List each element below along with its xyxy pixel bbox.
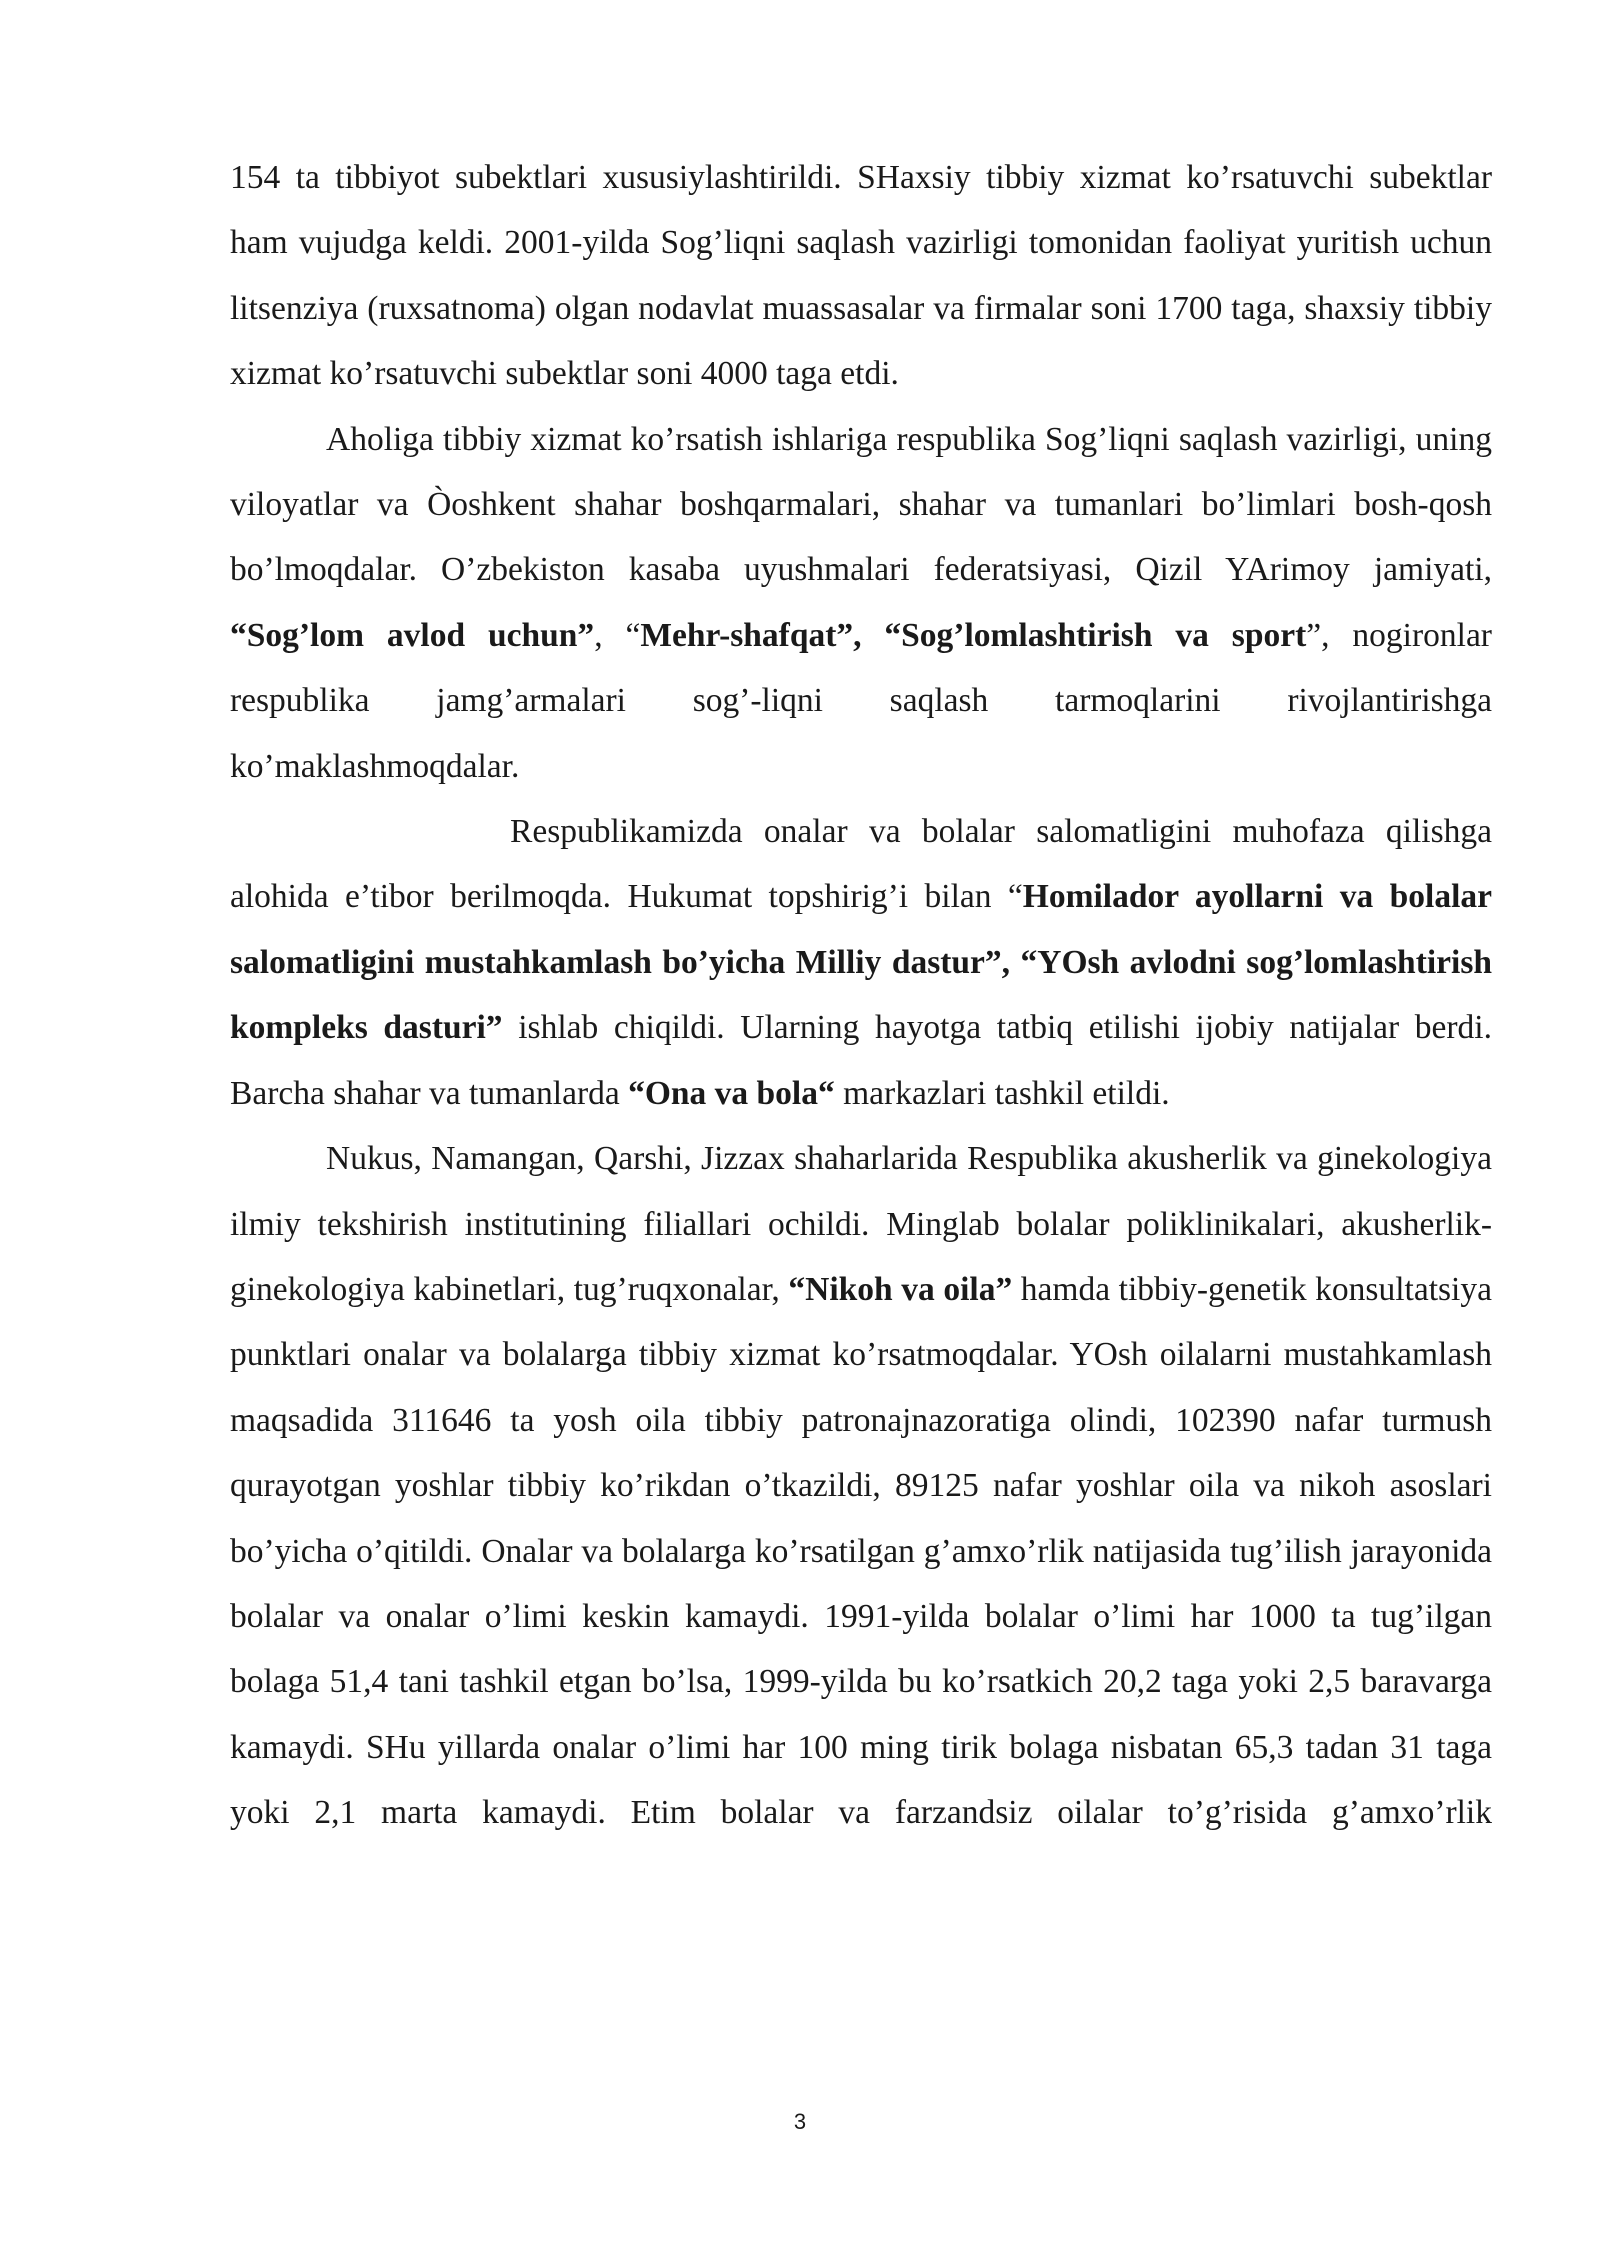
paragraph-3-bold-1: Homilador ayollarni va bolalar salomatligini mustahkamlash bo’yicha Milliy dastur”, “YOsh avlodni sog’lomlashtirish kompleks dasturi” (230, 878, 1493, 1047)
paragraph-2-text-1: Aholiga tibbiy xizmat ko’rsatish ishlariga respublika Sog’liqni saqlash vazirligi, uning viloyatlar va Òoshkent shahar boshqarmalari, shahar va tumanlari bo’limlari bosh-qosh bo’lmoqdalar. O’zbekiston kasaba uyushmalari federatsiyasi, Qizil YArimoy jamiyati, (230, 420, 1492, 589)
paragraph-3-text-2: ishlab chiqildi. Ularning hayotga tatbiq etilishi ijobiy natijalar berdi. Barcha shahar va tumanlarda (230, 1009, 1492, 1112)
paragraph-2-text-2: , “ (594, 616, 641, 654)
page-number: 3 (793, 2109, 807, 2134)
paragraph-2-text-3: ”, nogironlar respublika jamg’armalari sog’-liqni saqlash tarmoqlarini rivojlantirishga ko’maklashmoqdalar. (230, 616, 1492, 785)
paragraph-3-bold-2: “Ona va bola“ (628, 1074, 835, 1112)
paragraph-2-bold-2: Mehr-shafqat”, “Sog’lomlashtirish va sport (640, 616, 1307, 654)
paragraph-4-bold-1: “Nikoh va oila” (788, 1270, 1013, 1308)
paragraph-3-text-1: Respublikamizda onalar va bolalar salomatligini muhofaza qilishga alohida e’tibor berilmoqda. Hukumat topshirig’i bilan “ (230, 813, 1492, 916)
paragraph-3-text-3: markazlari tashkil etildi. (834, 1074, 1170, 1112)
paragraph-2-bold-1: “Sog’lom avlod uchun” (230, 616, 595, 654)
body-text (230, 145, 1492, 1846)
paragraph-4-text-1: Nukus, Namangan, Qarshi, Jizzax shaharlarida Respublika akusherlik va ginekologiya ilmiy tekshirish institutining filiallari ochildi. Minglab bolalar poliklinikalari, akusherlik-ginekologiya kabinetlari, tug’ruqxonalar, (230, 1140, 1492, 1308)
paragraph-3 (230, 799, 1492, 1126)
paragraph-2 (230, 407, 1492, 799)
paragraph-4-text-2: hamda tibbiy-genetik konsultatsiya punktlari onalar va bolalarga tibbiy xizmat ko’rsatmoqdalar. YOsh oilalarni mustahkamlash maqsadida 311646 ta yosh oila tibbiy patronajnazoratiga olindi, 102390 nafar turmush qurayotgan yoshlar tibbiy ko’rikdan o’tkazildi, 89125 nafar yoshlar oila va nikoh asoslari bo’yicha o’qitildi. Onalar va bolalarga ko’rsatilgan g’amxo’rlik natijasida tug’ilish jarayonida bolalar va onalar o’limi keskin kamaydi. 1991-yilda bolalar o’limi har 1000 ta tug’ilgan bolaga 51,4 tani tashkil etgan bo’lsa, 1999-yilda bu ko’rsatkich 20,2 taga yoki 2,5 baravarga kamaydi. SHu yillarda onalar o’limi har 100 ming tirik bolaga nisbatan 65,3 tadan 31 taga yoki 2,1 marta kamaydi. Etim bolalar va farzandsiz oilalar to’g’risida g’amxo’rlik (230, 1270, 1492, 1832)
paragraph-1: 154 ta tibbiyot subektlari xususiylashtirildi. SHaxsiy tibbiy xizmat ko’rsatuvchi subektlar ham vujudga keldi. 2001-yilda Sog’liqni saqlash vazirligi tomonidan faoliyat yuritish uchun litsenziya (ruxsatnoma) olgan nodavlat muassasalar va firmalar soni 1700 taga, shaxsiy tibbiy xizmat ko’rsatuvchi subektlar soni 4000 taga etdi. (230, 159, 1492, 393)
paragraph-4 (230, 1126, 1492, 1845)
